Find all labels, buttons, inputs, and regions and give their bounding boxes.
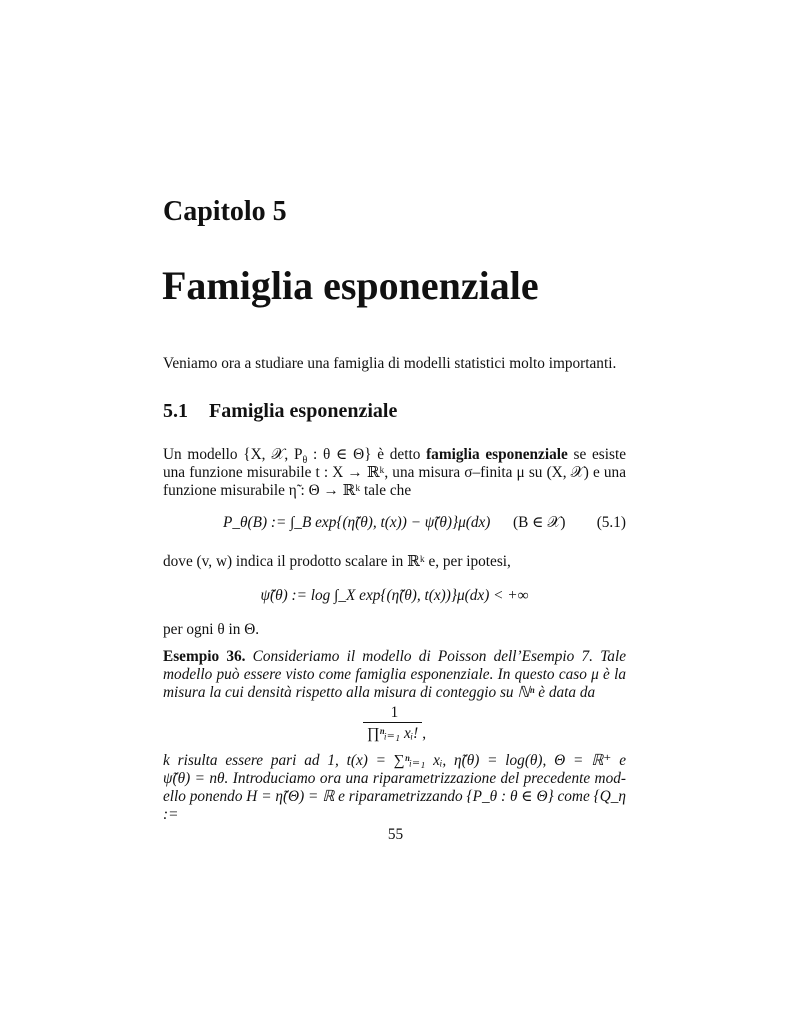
example-label: Esempio 36. xyxy=(163,648,246,665)
fraction-denominator-wrap xyxy=(163,722,626,743)
dove-line: dove (v, w) indica il prodotto scalare in ℝᵏ e, per ipotesi, xyxy=(163,553,511,570)
section-number: 5.1 xyxy=(163,400,188,422)
example-line-4: k risulta essere pari ad 1, t(x) = ∑ⁿᵢ₌₁ xᵢ, η̃(θ) = log(θ), Θ = ℝ⁺ e xyxy=(163,752,626,769)
chapter-label: Capitolo 5 xyxy=(163,196,287,227)
per-ogni-line: per ogni θ in Θ. xyxy=(163,621,260,638)
definition-line-1: Un modello {X, 𝒳, $P_\theta$ : θ ∈ Θ} è detto famiglia esponenziale se esiste xyxy=(163,446,626,467)
equation-number: (5.1) xyxy=(596,514,626,531)
fraction-numerator: 1 xyxy=(390,704,399,721)
section-heading xyxy=(163,400,397,423)
definition-line-3: funzione misurabile η̃ : Θ → ℝᵏ tale che xyxy=(163,482,412,499)
page-number: 55 xyxy=(387,826,404,843)
defined-term: famiglia esponenziale xyxy=(426,446,568,463)
section-title: Famiglia esponenziale xyxy=(209,400,398,422)
example-line-6: ello ponendo H = η̃(Θ) = ℝ e riparametrizzando {P_θ : θ ∈ Θ} come {Q_η := xyxy=(163,788,626,823)
chapter-title: Famiglia esponenziale xyxy=(162,263,539,308)
equation-condition: (B ∈ 𝒳) xyxy=(513,514,566,531)
definition-line-2: una funzione misurabile t : X → ℝᵏ, una misura σ–finita μ su (X, 𝒳) e una xyxy=(163,464,626,481)
example-line-1: Esempio 36. Consideriamo il modello di Poisson dell’Esempio 7. Tale xyxy=(163,648,627,665)
intro-paragraph: Veniamo ora a studiare una famiglia di modelli statistici molto importanti. xyxy=(163,355,617,372)
example-line-3: misura la cui densità rispetto alla misura di conteggio su ℕⁿ è data da xyxy=(163,684,596,701)
equation-psi: ψ̃(θ) := log ∫_X exp{(η̃(θ), t(x))}μ(dx) < +∞ xyxy=(260,587,529,604)
equation-formula: P_θ(B) := ∫_B exp{(η̃(θ), t(x)) − ψ̃(θ)}μ(dx) xyxy=(223,514,491,531)
example-line-5: ψ̃(θ) = nθ. Introduciamo ora una riparametrizzazione del precedente mod- xyxy=(163,770,626,787)
fraction-denominator: ∏ⁿᵢ₌₁ xᵢ! xyxy=(363,722,422,743)
example-line-2: modello può essere visto come famiglia esponenziale. In questo caso μ è la xyxy=(163,666,626,683)
fraction-comma: , xyxy=(422,725,427,742)
